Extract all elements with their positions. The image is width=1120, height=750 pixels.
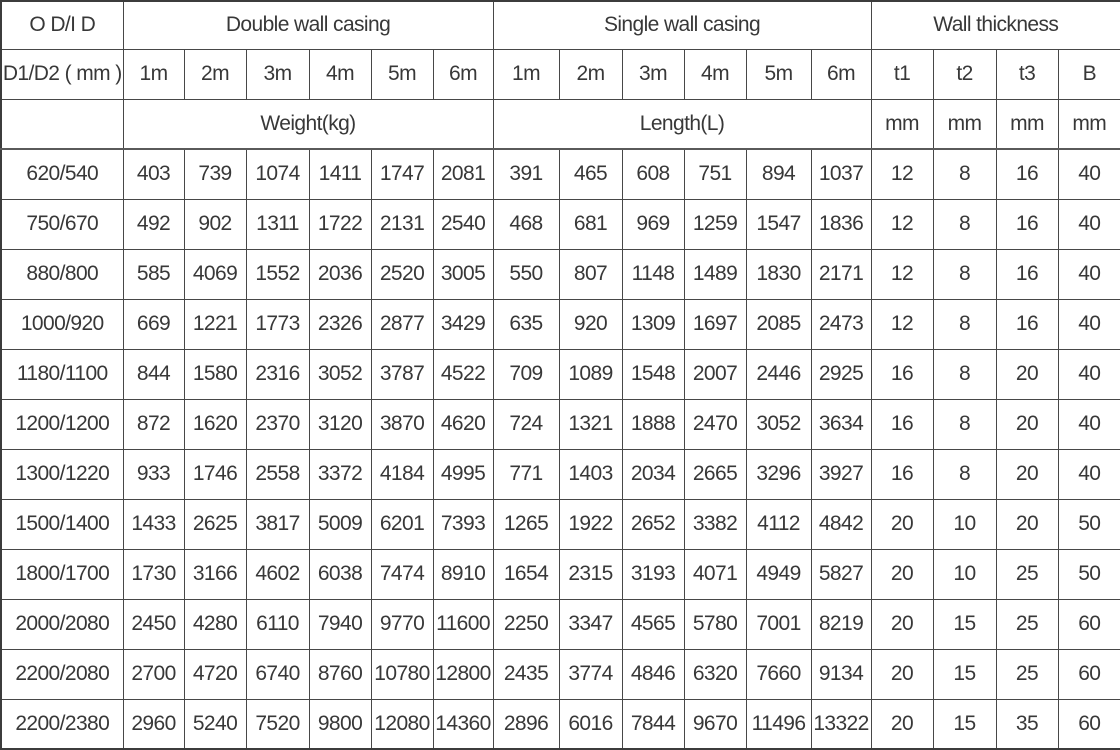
od-id-title: O D/I D: [1, 1, 123, 49]
single-wall-length-cell: 2007: [684, 349, 746, 399]
double-wall-weight-cell: 2700: [123, 649, 184, 699]
od-id-cell: 1000/920: [1, 299, 123, 349]
single-wall-length-cell: 468: [493, 199, 559, 249]
wall-thickness-cell: 16: [996, 199, 1058, 249]
table-row: [1, 399, 1120, 449]
double-wall-weight-cell: 1746: [184, 449, 246, 499]
single-wall-length-cell: 13322: [811, 699, 871, 749]
double-wall-weight-cell: 902: [184, 199, 246, 249]
single-wall-length-cell: 2470: [684, 399, 746, 449]
single-wall-length-cell: 4112: [746, 499, 811, 549]
wall-thickness-cell: 40: [1058, 449, 1120, 499]
double-wall-weight-cell: 1730: [123, 549, 184, 599]
double-length-header-2m: 2m: [184, 49, 246, 99]
single-wall-length-cell: 709: [493, 349, 559, 399]
wall-thickness-cell: 10: [933, 499, 996, 549]
single-length-header-3m: 3m: [622, 49, 684, 99]
wall-thickness-cell: 12: [871, 149, 933, 199]
od-id-cell: 1200/1200: [1, 399, 123, 449]
wall-thickness-cell: 40: [1058, 399, 1120, 449]
single-wall-length-cell: 2315: [559, 549, 622, 599]
od-id-cell: 1180/1100: [1, 349, 123, 399]
wall-thickness-cell: 12: [871, 249, 933, 299]
single-wall-length-cell: 608: [622, 149, 684, 199]
double-wall-weight-cell: 3120: [309, 399, 371, 449]
od-id-empty-cell: [1, 99, 123, 149]
single-wall-length-cell: 2250: [493, 599, 559, 649]
wall-thickness-cell: 40: [1058, 349, 1120, 399]
table-row: [1, 599, 1120, 649]
double-wall-weight-cell: 2960: [123, 699, 184, 749]
double-wall-weight-cell: 492: [123, 199, 184, 249]
double-wall-weight-cell: 3166: [184, 549, 246, 599]
double-wall-weight-cell: 3817: [246, 499, 309, 549]
table-body: [1, 149, 1120, 749]
group-double-wall-casing: Double wall casing: [123, 1, 493, 49]
od-id-cell: 2200/2380: [1, 699, 123, 749]
wall-thickness-cell: 15: [933, 599, 996, 649]
double-wall-weight-cell: 1722: [309, 199, 371, 249]
double-wall-weight-cell: 7393: [433, 499, 493, 549]
double-wall-weight-cell: 739: [184, 149, 246, 199]
double-wall-weight-cell: 4720: [184, 649, 246, 699]
double-wall-weight-cell: 11600: [433, 599, 493, 649]
single-wall-length-cell: 894: [746, 149, 811, 199]
double-wall-weight-cell: 9770: [371, 599, 433, 649]
double-wall-weight-cell: 7474: [371, 549, 433, 599]
od-id-cell: 1800/1700: [1, 549, 123, 599]
double-length-header-5m: 5m: [371, 49, 433, 99]
double-wall-weight-cell: 3787: [371, 349, 433, 399]
double-length-header-4m: 4m: [309, 49, 371, 99]
wall-thickness-cell: 20: [871, 699, 933, 749]
double-wall-weight-cell: 2625: [184, 499, 246, 549]
thickness-header-t2: t2: [933, 49, 996, 99]
single-wall-length-cell: 1309: [622, 299, 684, 349]
double-measure-label: Weight(kg): [123, 99, 493, 149]
header-row-measures: [1, 99, 1120, 149]
double-wall-weight-cell: 3372: [309, 449, 371, 499]
single-wall-length-cell: 9134: [811, 649, 871, 699]
single-wall-length-cell: 3347: [559, 599, 622, 649]
double-wall-weight-cell: 2450: [123, 599, 184, 649]
single-wall-length-cell: 2652: [622, 499, 684, 549]
wall-thickness-cell: 15: [933, 699, 996, 749]
single-length-header-5m: 5m: [746, 49, 811, 99]
single-measure-label: Length(L): [493, 99, 871, 149]
double-wall-weight-cell: 6201: [371, 499, 433, 549]
single-wall-length-cell: 771: [493, 449, 559, 499]
table-row: [1, 299, 1120, 349]
double-wall-weight-cell: 7940: [309, 599, 371, 649]
double-wall-weight-cell: 2520: [371, 249, 433, 299]
double-wall-weight-cell: 3052: [309, 349, 371, 399]
wall-thickness-cell: 20: [996, 499, 1058, 549]
double-wall-weight-cell: 12080: [371, 699, 433, 749]
double-wall-weight-cell: 2316: [246, 349, 309, 399]
wall-thickness-cell: 16: [996, 149, 1058, 199]
group-wall-thickness: Wall thickness: [871, 1, 1120, 49]
single-wall-length-cell: 465: [559, 149, 622, 199]
double-wall-weight-cell: 6038: [309, 549, 371, 599]
single-wall-length-cell: 8219: [811, 599, 871, 649]
double-length-header-1m: 1m: [123, 49, 184, 99]
thickness-unit-t1: mm: [871, 99, 933, 149]
single-wall-length-cell: 391: [493, 149, 559, 199]
single-wall-length-cell: 2085: [746, 299, 811, 349]
double-wall-weight-cell: 2370: [246, 399, 309, 449]
single-wall-length-cell: 550: [493, 249, 559, 299]
double-wall-weight-cell: 585: [123, 249, 184, 299]
double-wall-weight-cell: 10780: [371, 649, 433, 699]
double-wall-weight-cell: 2326: [309, 299, 371, 349]
double-wall-weight-cell: 7520: [246, 699, 309, 749]
single-wall-length-cell: 635: [493, 299, 559, 349]
double-wall-weight-cell: 5009: [309, 499, 371, 549]
table-row: [1, 349, 1120, 399]
wall-thickness-cell: 20: [996, 349, 1058, 399]
single-wall-length-cell: 3382: [684, 499, 746, 549]
double-wall-weight-cell: 6110: [246, 599, 309, 649]
single-wall-length-cell: 9670: [684, 699, 746, 749]
wall-thickness-cell: 16: [871, 399, 933, 449]
single-length-header-2m: 2m: [559, 49, 622, 99]
wall-thickness-cell: 25: [996, 649, 1058, 699]
table-row: [1, 649, 1120, 699]
wall-thickness-cell: 16: [871, 449, 933, 499]
double-wall-weight-cell: 1411: [309, 149, 371, 199]
single-wall-length-cell: 1548: [622, 349, 684, 399]
wall-thickness-cell: 15: [933, 649, 996, 699]
wall-thickness-cell: 16: [996, 299, 1058, 349]
single-wall-length-cell: 807: [559, 249, 622, 299]
single-wall-length-cell: 3774: [559, 649, 622, 699]
table-row: [1, 449, 1120, 499]
double-wall-weight-cell: 4184: [371, 449, 433, 499]
single-wall-length-cell: 1148: [622, 249, 684, 299]
wall-thickness-cell: 8: [933, 349, 996, 399]
single-wall-length-cell: 1547: [746, 199, 811, 249]
thickness-header-t1: t1: [871, 49, 933, 99]
wall-thickness-cell: 20: [871, 649, 933, 699]
double-wall-weight-cell: 4620: [433, 399, 493, 449]
single-wall-length-cell: 1089: [559, 349, 622, 399]
wall-thickness-cell: 8: [933, 449, 996, 499]
double-wall-weight-cell: 8910: [433, 549, 493, 599]
single-wall-length-cell: 4565: [622, 599, 684, 649]
single-wall-length-cell: 3296: [746, 449, 811, 499]
double-wall-weight-cell: 844: [123, 349, 184, 399]
double-wall-weight-cell: 4522: [433, 349, 493, 399]
thickness-unit-t3: mm: [996, 99, 1058, 149]
double-wall-weight-cell: 1773: [246, 299, 309, 349]
double-wall-weight-cell: 4995: [433, 449, 493, 499]
wall-thickness-cell: 60: [1058, 699, 1120, 749]
single-wall-length-cell: 1321: [559, 399, 622, 449]
single-wall-length-cell: 5780: [684, 599, 746, 649]
double-wall-weight-cell: 5240: [184, 699, 246, 749]
wall-thickness-cell: 40: [1058, 299, 1120, 349]
od-id-subtitle: D1/D2 ( mm ): [1, 49, 123, 99]
single-wall-length-cell: 7001: [746, 599, 811, 649]
single-wall-length-cell: 1265: [493, 499, 559, 549]
double-wall-weight-cell: 9800: [309, 699, 371, 749]
single-wall-length-cell: 969: [622, 199, 684, 249]
double-wall-weight-cell: 1074: [246, 149, 309, 199]
double-length-header-6m: 6m: [433, 49, 493, 99]
double-wall-weight-cell: 1433: [123, 499, 184, 549]
header-row-lengths: [1, 49, 1120, 99]
double-wall-weight-cell: 14360: [433, 699, 493, 749]
thickness-header-b: B: [1058, 49, 1120, 99]
double-wall-weight-cell: 3429: [433, 299, 493, 349]
wall-thickness-cell: 8: [933, 149, 996, 199]
table-row: [1, 199, 1120, 249]
double-wall-weight-cell: 1747: [371, 149, 433, 199]
double-wall-weight-cell: 2081: [433, 149, 493, 199]
single-wall-length-cell: 2435: [493, 649, 559, 699]
double-wall-weight-cell: 1221: [184, 299, 246, 349]
group-single-wall-casing: Single wall casing: [493, 1, 871, 49]
single-wall-length-cell: 3634: [811, 399, 871, 449]
wall-thickness-cell: 16: [996, 249, 1058, 299]
single-wall-length-cell: 3193: [622, 549, 684, 599]
double-wall-weight-cell: 6740: [246, 649, 309, 699]
double-wall-weight-cell: 1552: [246, 249, 309, 299]
wall-thickness-cell: 20: [871, 499, 933, 549]
single-wall-length-cell: 4846: [622, 649, 684, 699]
single-wall-length-cell: 6320: [684, 649, 746, 699]
wall-thickness-cell: 20: [996, 399, 1058, 449]
thickness-unit-b: mm: [1058, 99, 1120, 149]
single-wall-length-cell: 1888: [622, 399, 684, 449]
wall-thickness-cell: 8: [933, 249, 996, 299]
double-wall-weight-cell: 403: [123, 149, 184, 199]
double-wall-weight-cell: 1580: [184, 349, 246, 399]
single-wall-length-cell: 7844: [622, 699, 684, 749]
single-wall-length-cell: 1922: [559, 499, 622, 549]
double-wall-weight-cell: 872: [123, 399, 184, 449]
wall-thickness-cell: 25: [996, 599, 1058, 649]
table-row: [1, 149, 1120, 199]
single-wall-length-cell: 1259: [684, 199, 746, 249]
double-wall-weight-cell: 4280: [184, 599, 246, 649]
single-wall-length-cell: 4842: [811, 499, 871, 549]
single-wall-length-cell: 2171: [811, 249, 871, 299]
single-wall-length-cell: 2896: [493, 699, 559, 749]
od-id-cell: 2200/2080: [1, 649, 123, 699]
single-wall-length-cell: 1697: [684, 299, 746, 349]
wall-thickness-cell: 20: [871, 549, 933, 599]
wall-thickness-cell: 16: [871, 349, 933, 399]
double-wall-weight-cell: 669: [123, 299, 184, 349]
wall-thickness-cell: 10: [933, 549, 996, 599]
od-id-cell: 880/800: [1, 249, 123, 299]
double-wall-weight-cell: 2540: [433, 199, 493, 249]
single-wall-length-cell: 1403: [559, 449, 622, 499]
table-row: [1, 699, 1120, 749]
table-row: [1, 249, 1120, 299]
single-wall-length-cell: 11496: [746, 699, 811, 749]
wall-thickness-cell: 35: [996, 699, 1058, 749]
od-id-cell: 620/540: [1, 149, 123, 199]
single-length-header-4m: 4m: [684, 49, 746, 99]
od-id-cell: 1300/1220: [1, 449, 123, 499]
single-wall-length-cell: 920: [559, 299, 622, 349]
wall-thickness-cell: 50: [1058, 549, 1120, 599]
double-wall-weight-cell: 2558: [246, 449, 309, 499]
wall-thickness-cell: 20: [871, 599, 933, 649]
single-wall-length-cell: 724: [493, 399, 559, 449]
single-wall-length-cell: 751: [684, 149, 746, 199]
single-wall-length-cell: 2446: [746, 349, 811, 399]
double-wall-weight-cell: 1311: [246, 199, 309, 249]
wall-thickness-cell: 40: [1058, 199, 1120, 249]
double-length-header-3m: 3m: [246, 49, 309, 99]
single-wall-length-cell: 4949: [746, 549, 811, 599]
wall-thickness-cell: 60: [1058, 599, 1120, 649]
single-wall-length-cell: 7660: [746, 649, 811, 699]
od-id-cell: 750/670: [1, 199, 123, 249]
wall-thickness-cell: 25: [996, 549, 1058, 599]
thickness-unit-t2: mm: [933, 99, 996, 149]
double-wall-weight-cell: 2131: [371, 199, 433, 249]
wall-thickness-cell: 8: [933, 399, 996, 449]
table-row: [1, 549, 1120, 599]
double-wall-weight-cell: 12800: [433, 649, 493, 699]
single-wall-length-cell: 1830: [746, 249, 811, 299]
double-wall-weight-cell: 4602: [246, 549, 309, 599]
od-id-cell: 2000/2080: [1, 599, 123, 649]
single-wall-length-cell: 2925: [811, 349, 871, 399]
single-wall-length-cell: 4071: [684, 549, 746, 599]
wall-thickness-cell: 60: [1058, 649, 1120, 699]
table-row: [1, 499, 1120, 549]
single-wall-length-cell: 1037: [811, 149, 871, 199]
wall-thickness-cell: 8: [933, 199, 996, 249]
single-length-header-1m: 1m: [493, 49, 559, 99]
wall-thickness-cell: 40: [1058, 149, 1120, 199]
single-wall-length-cell: 1489: [684, 249, 746, 299]
od-id-cell: 1500/1400: [1, 499, 123, 549]
double-wall-weight-cell: 933: [123, 449, 184, 499]
single-wall-length-cell: 3052: [746, 399, 811, 449]
single-wall-length-cell: 6016: [559, 699, 622, 749]
double-wall-weight-cell: 4069: [184, 249, 246, 299]
double-wall-weight-cell: 3870: [371, 399, 433, 449]
single-length-header-6m: 6m: [811, 49, 871, 99]
wall-thickness-cell: 12: [871, 199, 933, 249]
single-wall-length-cell: 2665: [684, 449, 746, 499]
single-wall-length-cell: 2473: [811, 299, 871, 349]
single-wall-length-cell: 5827: [811, 549, 871, 599]
double-wall-weight-cell: 2877: [371, 299, 433, 349]
single-wall-length-cell: 681: [559, 199, 622, 249]
wall-thickness-cell: 40: [1058, 249, 1120, 299]
header-row-groups: [1, 1, 1120, 49]
wall-thickness-cell: 20: [996, 449, 1058, 499]
single-wall-length-cell: 1654: [493, 549, 559, 599]
double-wall-weight-cell: 8760: [309, 649, 371, 699]
wall-thickness-cell: 50: [1058, 499, 1120, 549]
wall-thickness-cell: 8: [933, 299, 996, 349]
wall-thickness-cell: 12: [871, 299, 933, 349]
thickness-header-t3: t3: [996, 49, 1058, 99]
single-wall-length-cell: 2034: [622, 449, 684, 499]
double-wall-weight-cell: 2036: [309, 249, 371, 299]
single-wall-length-cell: 1836: [811, 199, 871, 249]
double-wall-weight-cell: 3005: [433, 249, 493, 299]
single-wall-length-cell: 3927: [811, 449, 871, 499]
double-wall-weight-cell: 1620: [184, 399, 246, 449]
